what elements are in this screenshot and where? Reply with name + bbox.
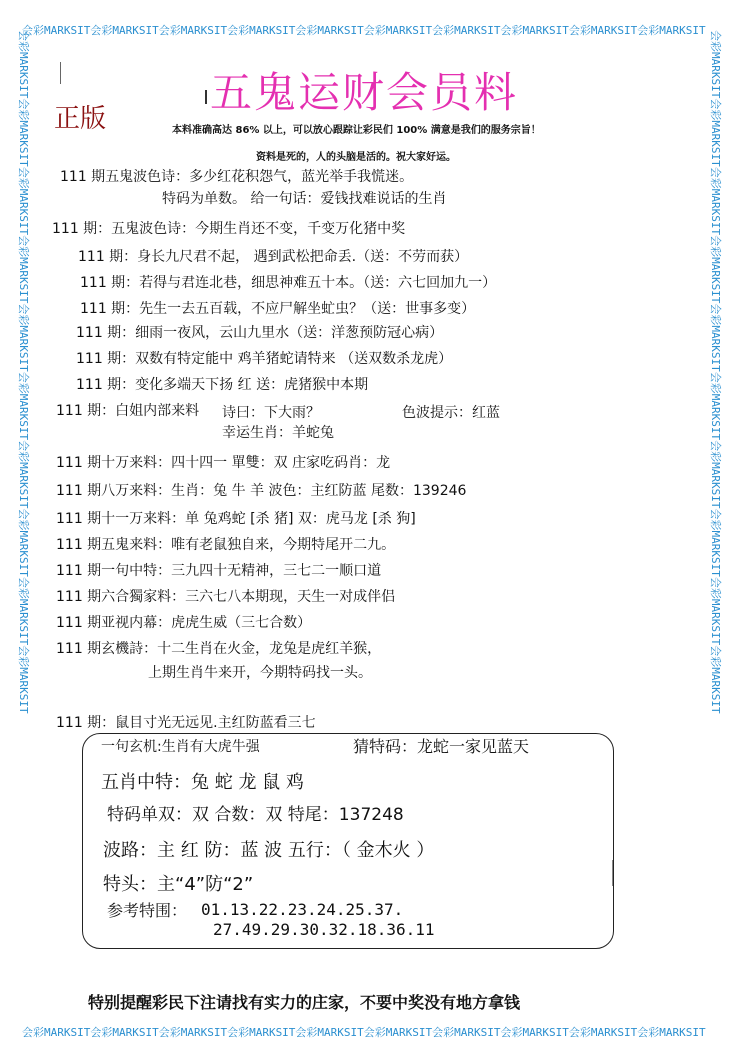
line-liuhe: 111 期六合獨家料：三六七八本期现，天生一对成伴侣 <box>56 589 396 605</box>
line-80k: 111 期八万来料：生肖：兔 牛 羊 波色：主红防蓝 尾数：139246 <box>56 483 467 499</box>
line-110k: 111 期十一万来料：单 兔鸡蛇 [杀 猪] 双：虎马龙 [杀 狗] <box>56 511 416 527</box>
line-baijie: 111 期：白姐内部来料 <box>56 403 200 419</box>
footer-warning: 特别提醒彩民下注请找有实力的庄家，不要中奖没有地方拿钱 <box>88 993 521 1012</box>
watermark-right: 会彩MARKSIT会彩MARKSIT会彩MARKSIT会彩MARKSIT会彩MARKSIT会彩MARKSIT会彩MARKSIT会彩MARKSIT会彩MARKSIT会彩MARKSIT <box>709 30 722 714</box>
line-wugui-poem: 111 期五鬼波色诗：多少红花积怨气，蓝光举手我慌迷。 <box>60 169 414 185</box>
line-100k: 111 期十万来料：四十四一 單雙：双 庄家吃码肖：龙 <box>56 455 391 471</box>
box-wave: 波路：主 红 防：蓝 波 五行：（ 金木火 ） <box>103 840 435 861</box>
box-five-zodiac: 五肖中特：兔 蛇 龙 鼠 鸡 <box>101 772 304 793</box>
watermark-top: 会彩MARKSIT会彩MARKSIT会彩MARKSIT会彩MARKSIT会彩MARKSIT会彩MARKSIT会彩MARKSIT会彩MARKSIT会彩MARKSIT会彩MARKSIT <box>22 24 706 37</box>
box-parity: 特码单双：双 合数：双 特尾：137248 <box>107 805 404 825</box>
line-riddle-3: 111 期：先生一去五百载，不应尸解坐虻虫？（送：世事多变） <box>80 301 476 317</box>
box-side-mark <box>612 860 613 886</box>
box-head: 特头：主“4”防“2” <box>103 874 254 895</box>
line-xuanji-poem: 111 期玄機詩：十二生肖在火金，龙兔是虎红羊猴， <box>56 641 382 657</box>
line-riddle-1: 111 期：身长九尺君不起， 遇到武松把命丢.（送：不劳而获） <box>78 249 469 265</box>
line-lucky-zodiac: 幸运生肖：羊蛇兔 <box>222 425 334 441</box>
line-riddle-2: 111 期：若得与君连北巷，细思神难五十本。（送：六七回加九一） <box>80 275 497 291</box>
title-cursor-mark <box>205 90 207 104</box>
box-ref-label: 参考特围： <box>107 901 188 920</box>
box-ref-numbers-2: 27.49.29.30.32.18.36.11 <box>213 920 435 939</box>
box-guess: 猜特码：龙蛇一家见蓝天 <box>353 737 530 756</box>
box-riddle: 一句玄机:生肖有大虎牛强 <box>101 739 260 755</box>
margin-mark <box>60 62 61 84</box>
line-wugui-source: 111 期五鬼来料：唯有老鼠独自来，今期特尾开二九。 <box>56 537 396 553</box>
watermark-left: 会彩MARKSIT会彩MARKSIT会彩MARKSIT会彩MARKSIT会彩MARKSIT会彩MARKSIT会彩MARKSIT会彩MARKSIT会彩MARKSIT会彩MARKSIT <box>17 30 30 714</box>
line-riddle-6: 111 期：变化多端天下扬 红 送：虎猪猴中本期 <box>76 377 369 393</box>
line-riddle-5: 111 期：双数有特定能中 鸡羊猪蛇请特来 （送双数杀龙虎） <box>76 351 453 367</box>
watermark-bottom: 会彩MARKSIT会彩MARKSIT会彩MARKSIT会彩MARKSIT会彩MARKSIT会彩MARKSIT会彩MARKSIT会彩MARKSIT会彩MARKSIT会彩MARKSIT <box>22 1026 706 1039</box>
page-title: 五鬼运财会员料 <box>210 68 519 117</box>
line-shumu: 111 期：鼠目寸光无远见.主红防蓝看三七 <box>56 715 316 731</box>
line-special-odd: 特码为单数。 给一句话：爱钱找难说话的生肖 <box>162 191 447 207</box>
line-one-sentence: 111 期一句中特：三九四十无精神，三七二一顺口道 <box>56 563 382 579</box>
edition-label: 正版 <box>54 104 107 134</box>
line-atv: 111 期亚视内幕：虎虎生威（三七合数） <box>56 615 312 631</box>
line-poem-rain: 诗曰：下大雨？ <box>222 405 320 421</box>
line-riddle-4: 111 期：细雨一夜风，云山九里水（送：洋葱预防冠心病） <box>76 325 444 341</box>
line-xuanji-poem-2: 上期生肖牛来开，今期特码找一头。 <box>148 665 372 681</box>
line-wugui-poem-2: 111 期：五鬼波色诗：今期生肖还不变，千变万化猪中奖 <box>52 221 406 237</box>
subtitle-accuracy: 本料准确高达 86% 以上，可以放心跟踪让彩民们 100% 满意是我们的服务宗旨！ <box>172 125 541 136</box>
prediction-box <box>82 733 614 949</box>
box-ref-numbers-1: 01.13.22.23.24.25.37. <box>201 900 404 919</box>
line-color-hint: 色波提示：红蓝 <box>402 405 500 421</box>
subtitle-motto: 资料是死的，人的头脑是活的。祝大家好运。 <box>256 152 456 163</box>
